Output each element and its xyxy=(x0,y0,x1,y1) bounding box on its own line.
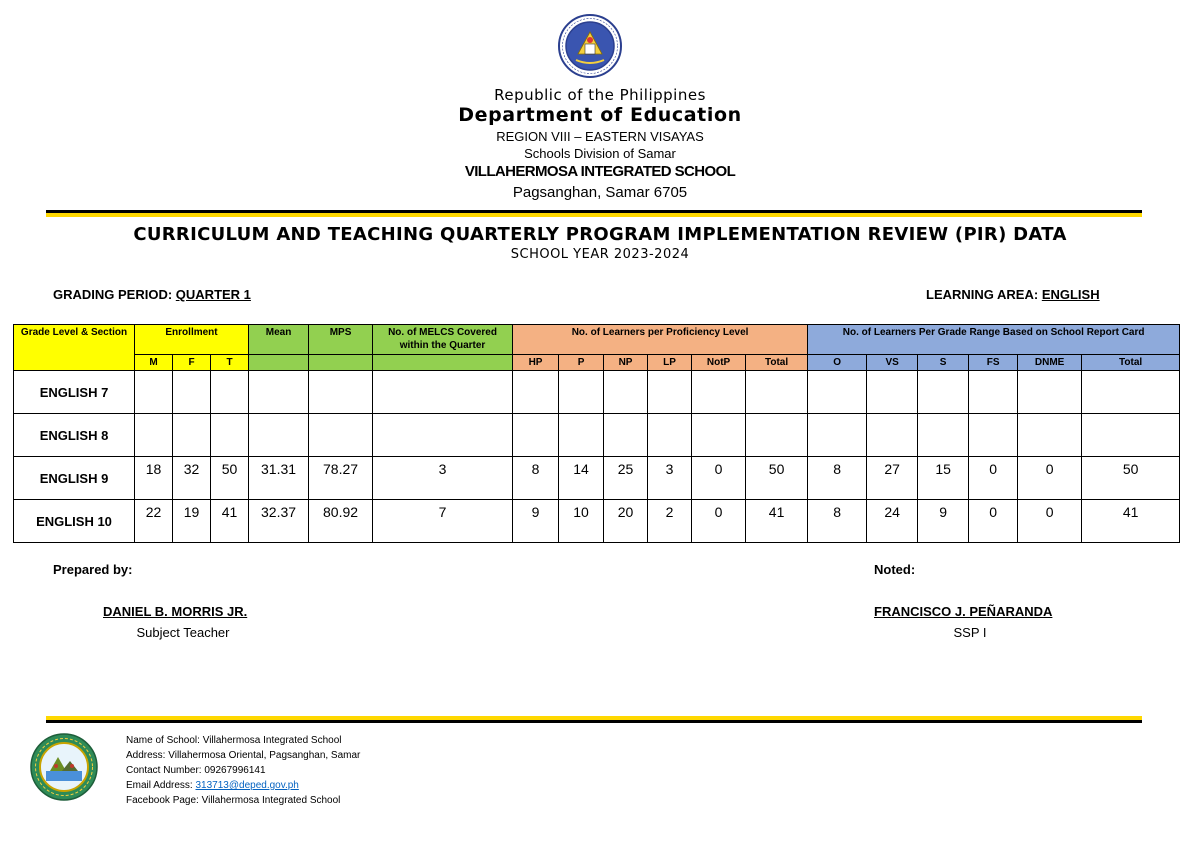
table-cell: 80.92 xyxy=(309,500,373,543)
table-row xyxy=(14,457,1180,500)
noted-by-position: SSP I xyxy=(953,625,987,640)
header-mean-sub xyxy=(249,355,309,371)
header-country: Republic of the Philippines xyxy=(494,86,706,104)
header-department: Department of Education xyxy=(458,104,742,126)
footer-email xyxy=(126,778,360,793)
footer-email-link[interactable]: 313713@deped.gov.ph xyxy=(195,780,299,791)
table-cell xyxy=(1082,371,1180,414)
header-mean: Mean xyxy=(249,325,309,355)
table-cell: 20 xyxy=(604,500,648,543)
learning-area-label: LEARNING AREA: xyxy=(926,287,1039,302)
table-cell: 50 xyxy=(1082,457,1180,500)
table-cell: 18 xyxy=(135,457,173,500)
header-range-vs: VS xyxy=(867,355,918,371)
table-cell xyxy=(559,371,604,414)
table-cell: 15 xyxy=(918,457,969,500)
table-cell: 14 xyxy=(559,457,604,500)
report-title: CURRICULUM AND TEACHING QUARTERLY PROGRAM IMPLEMENTATION REVIEW (PIR) DATA xyxy=(133,224,1067,245)
table-cell: 0 xyxy=(692,500,746,543)
table-row xyxy=(14,371,1180,414)
table-cell xyxy=(867,371,918,414)
table-cell xyxy=(648,414,692,457)
table-cell xyxy=(808,414,867,457)
header-grade-range: No. of Learners Per Grade Range Based on School Report Card xyxy=(808,325,1180,355)
table-cell: 9 xyxy=(918,500,969,543)
header-range-fs: FS xyxy=(969,355,1018,371)
header-prof-notp: NotP xyxy=(692,355,746,371)
footer-address: Address: Villahermosa Oriental, Pagsanghan, Samar xyxy=(126,750,361,761)
grading-period xyxy=(53,287,251,302)
table-cell xyxy=(211,371,249,414)
table-cell: 8 xyxy=(808,457,867,500)
header-melcs: No. of MELCS Covered within the Quarter xyxy=(373,325,513,355)
header-division: Schools Division of Samar xyxy=(524,146,676,161)
table-cell: 32 xyxy=(173,457,211,500)
table-cell: 3 xyxy=(648,457,692,500)
table-cell xyxy=(249,371,309,414)
table-cell xyxy=(969,371,1018,414)
table-cell: 31.31 xyxy=(249,457,309,500)
footer-contact-number: Contact Number: 09267996141 xyxy=(126,765,266,776)
table-cell xyxy=(969,414,1018,457)
table-cell xyxy=(867,414,918,457)
header-mps-sub xyxy=(309,355,373,371)
table-cell: 41 xyxy=(746,500,808,543)
table-cell xyxy=(373,414,513,457)
table-cell xyxy=(918,414,969,457)
deped-seal-icon xyxy=(558,14,622,78)
header-enrollment: Enrollment xyxy=(135,325,249,355)
table-cell xyxy=(211,414,249,457)
table-cell xyxy=(309,414,373,457)
table-cell: 24 xyxy=(867,500,918,543)
table-cell: 8 xyxy=(513,457,559,500)
learning-area xyxy=(926,287,1100,302)
header-school: VILLAHERMOSA INTEGRATED SCHOOL xyxy=(464,163,736,180)
footer-facebook: Facebook Page: Villahermosa Integrated School xyxy=(126,795,341,806)
table-cell: 0 xyxy=(1018,457,1082,500)
header-enroll-t: T xyxy=(211,355,249,371)
header-prof-hp: HP xyxy=(513,355,559,371)
table-cell: 19 xyxy=(173,500,211,543)
table-cell xyxy=(692,371,746,414)
table-cell: 25 xyxy=(604,457,648,500)
table-cell xyxy=(746,371,808,414)
table-cell: 10 xyxy=(559,500,604,543)
table-cell xyxy=(604,371,648,414)
table-cell: 41 xyxy=(211,500,249,543)
header-range-total: Total xyxy=(1082,355,1180,371)
table-cell: 78.27 xyxy=(309,457,373,500)
header-range-dnme: DNME xyxy=(1018,355,1082,371)
learning-area-value: ENGLISH xyxy=(1041,287,1100,302)
table-cell xyxy=(918,371,969,414)
table-cell: 0 xyxy=(692,457,746,500)
table-cell xyxy=(604,414,648,457)
table-cell xyxy=(249,414,309,457)
table-cell xyxy=(1082,414,1180,457)
table-cell xyxy=(513,371,559,414)
table-cell xyxy=(808,371,867,414)
header-prof-np: NP xyxy=(604,355,648,371)
table-cell xyxy=(309,371,373,414)
header-divider-yellow xyxy=(46,213,1142,217)
row-label: ENGLISH 10 xyxy=(14,500,135,543)
table-cell xyxy=(692,414,746,457)
table-cell xyxy=(513,414,559,457)
header-prof-p: P xyxy=(559,355,604,371)
prepared-by-label: Prepared by: xyxy=(53,562,133,577)
table-cell: 32.37 xyxy=(249,500,309,543)
header-proficiency: No. of Learners per Proficiency Level xyxy=(513,325,808,355)
table-cell: 0 xyxy=(969,500,1018,543)
table-cell: 41 xyxy=(1082,500,1180,543)
row-label: ENGLISH 8 xyxy=(14,414,135,457)
table-cell xyxy=(135,414,173,457)
header-prof-total: Total xyxy=(746,355,808,371)
footer-contact xyxy=(126,733,360,808)
table-cell: 8 xyxy=(808,500,867,543)
table-cell xyxy=(746,414,808,457)
table-cell xyxy=(173,371,211,414)
header-range-s: S xyxy=(918,355,969,371)
header-range-o: O xyxy=(808,355,867,371)
table-cell: 0 xyxy=(969,457,1018,500)
table-cell: 22 xyxy=(135,500,173,543)
table-cell: 9 xyxy=(513,500,559,543)
grading-period-label: GRADING PERIOD: xyxy=(53,287,173,302)
row-label: ENGLISH 7 xyxy=(14,371,135,414)
grading-period-value: QUARTER 1 xyxy=(175,287,251,302)
table-cell xyxy=(648,371,692,414)
noted-by-name: FRANCISCO J. PEÑARANDA xyxy=(874,604,1053,619)
table-row xyxy=(14,414,1180,457)
table-cell xyxy=(373,371,513,414)
header-prof-lp: LP xyxy=(648,355,692,371)
prepared-by-position: Subject Teacher xyxy=(136,625,230,640)
table-cell: 2 xyxy=(648,500,692,543)
header-mps: MPS xyxy=(309,325,373,355)
table-cell: 50 xyxy=(211,457,249,500)
table-cell: 3 xyxy=(373,457,513,500)
table-row xyxy=(14,500,1180,543)
table-cell: 50 xyxy=(746,457,808,500)
table-cell xyxy=(1018,371,1082,414)
row-label: ENGLISH 9 xyxy=(14,457,135,500)
header-melcs-sub xyxy=(373,355,513,371)
table-cell: 0 xyxy=(1018,500,1082,543)
header-enroll-m: M xyxy=(135,355,173,371)
header-enroll-f: F xyxy=(173,355,211,371)
table-cell: 7 xyxy=(373,500,513,543)
header-grade-section: Grade Level & Section xyxy=(14,325,135,371)
table-cell: 27 xyxy=(867,457,918,500)
footer-school-name: Name of School: Villahermosa Integrated School xyxy=(126,735,342,746)
footer-divider-black xyxy=(46,720,1142,723)
table-cell xyxy=(1018,414,1082,457)
school-year: SCHOOL YEAR 2023-2024 xyxy=(510,247,690,262)
header-region: REGION VIII – EASTERN VISAYAS xyxy=(496,129,704,144)
table-cell xyxy=(559,414,604,457)
table-cell xyxy=(173,414,211,457)
noted-by-label: Noted: xyxy=(874,562,916,577)
prepared-by-name: DANIEL B. MORRIS JR. xyxy=(103,604,248,619)
pir-data-table xyxy=(13,324,1180,543)
pir-table-body xyxy=(14,371,1180,543)
footer-email-label: Email Address: xyxy=(126,780,196,791)
table-cell xyxy=(135,371,173,414)
header-address: Pagsanghan, Samar 6705 xyxy=(512,184,688,201)
school-logo-icon xyxy=(30,733,98,801)
